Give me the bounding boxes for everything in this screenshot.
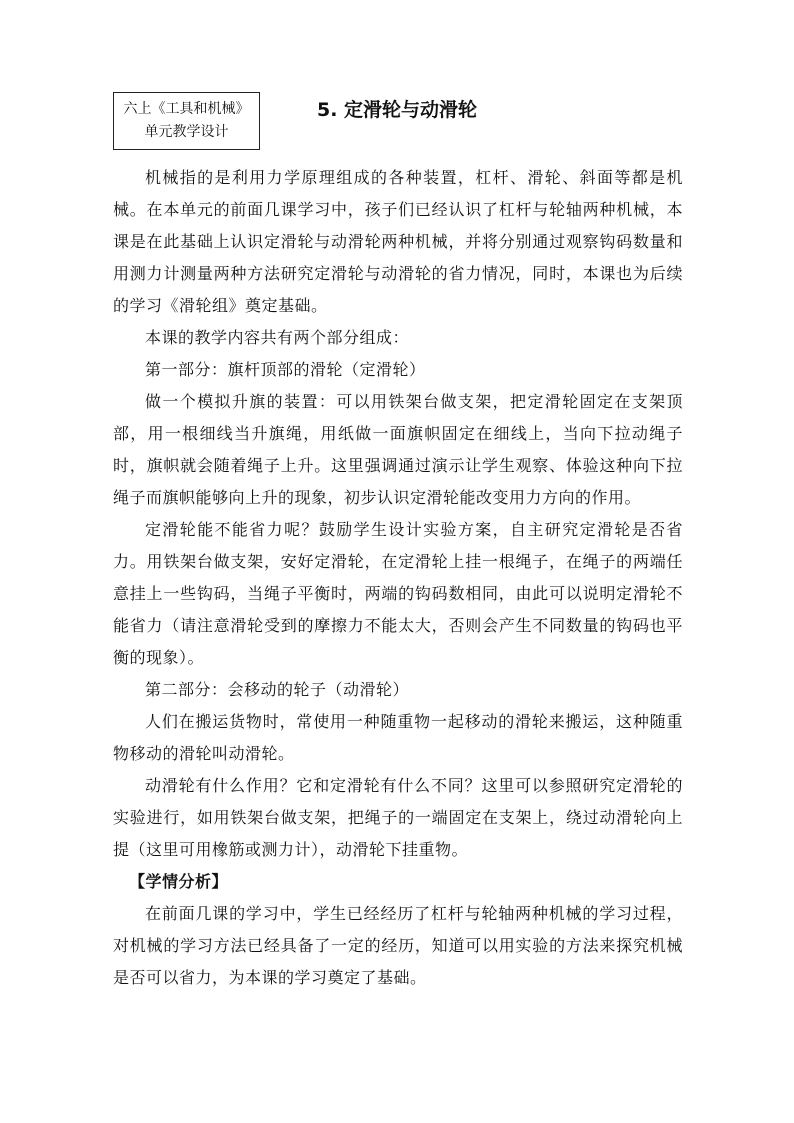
unit-label-line2: 单元教学设计 <box>144 124 229 140</box>
paragraph-fixed-pulley-experiment: 定滑轮能不能省力呢？鼓励学生设计实验方案，自主研究定滑轮是否省力。用铁架台做支架，安好定滑轮，在定滑轮上挂一根绳子，在绳子的两端任意挂上一些钩码，当绳子平衡时，两端的钩码数相同，由此可以说明定滑轮不能省力（请注意滑轮受到的摩擦力不能太大，否则会产生不同数量的钩码也平衡的现象）。 <box>113 520 683 667</box>
paragraph-movable-pulley-experiment: 动滑轮有什么作用？它和定滑轮有什么不同？这里可以参照研究定滑轮的实验进行，如用铁架台做支架，把绳子的一端固定在支架上，绕过动滑轮向上提（这里可用橡筋或测力计），动滑轮下挂重物。 <box>113 776 683 859</box>
paragraph-movable-pulley-definition: 人们在搬运货物时，常使用一种随重物一起移动的滑轮来搬运，这种随重物移动的滑轮叫动滑轮。 <box>113 712 683 763</box>
paragraph-part-two-heading: 第二部分：会移动的轮子（动滑轮） <box>145 680 410 699</box>
unit-label-box <box>113 92 260 150</box>
paragraph-intro: 机械指的是利用力学原理组成的各种装置，杠杆、滑轮、斜面等都是机械。在本单元的前面几课学习中，孩子们已经认识了杠杆与轮轴两种机械，本课是在此基础上认识定滑轮与动滑轮两种机械，并将分别通过观察钩码数量和用测力计测量两种方法研究定滑轮与动滑轮的省力情况，同时，本课也为后续的学习《滑轮组》奠定基础。 <box>113 168 683 315</box>
section-heading-learner-analysis: 【学情分析】 <box>129 872 229 891</box>
paragraph-flag-demo: 做一个模拟升旗的装置：可以用铁架台做支架，把定滑轮固定在支架顶部，用一根细线当升旗绳，用纸做一面旗帜固定在细线上，当向下拉动绳子时，旗帜就会随着绳子上升。这里强调通过演示让学生观察、体验这种向下拉绳子而旗帜能够向上升的现象，初步认识定滑轮能改变用力方向的作用。 <box>113 392 683 507</box>
paragraph-content-overview: 本课的教学内容共有两个部分组成： <box>145 328 410 347</box>
paragraph-part-one-heading: 第一部分：旗杆顶部的滑轮（定滑轮） <box>145 360 426 379</box>
document-body <box>113 162 683 994</box>
unit-label-line1: 六上《工具和机械》 <box>123 101 250 117</box>
paragraph-learner-analysis: 在前面几课的学习中，学生已经经历了杠杆与轮轴两种机械的学习过程，对机械的学习方法已经具备了一定的经历，知道可以用实验的方法来探究机械是否可以省力，为本课的学习奠定了基础。 <box>113 904 683 987</box>
lesson-title: 5. 定滑轮与动滑轮 <box>317 99 478 121</box>
